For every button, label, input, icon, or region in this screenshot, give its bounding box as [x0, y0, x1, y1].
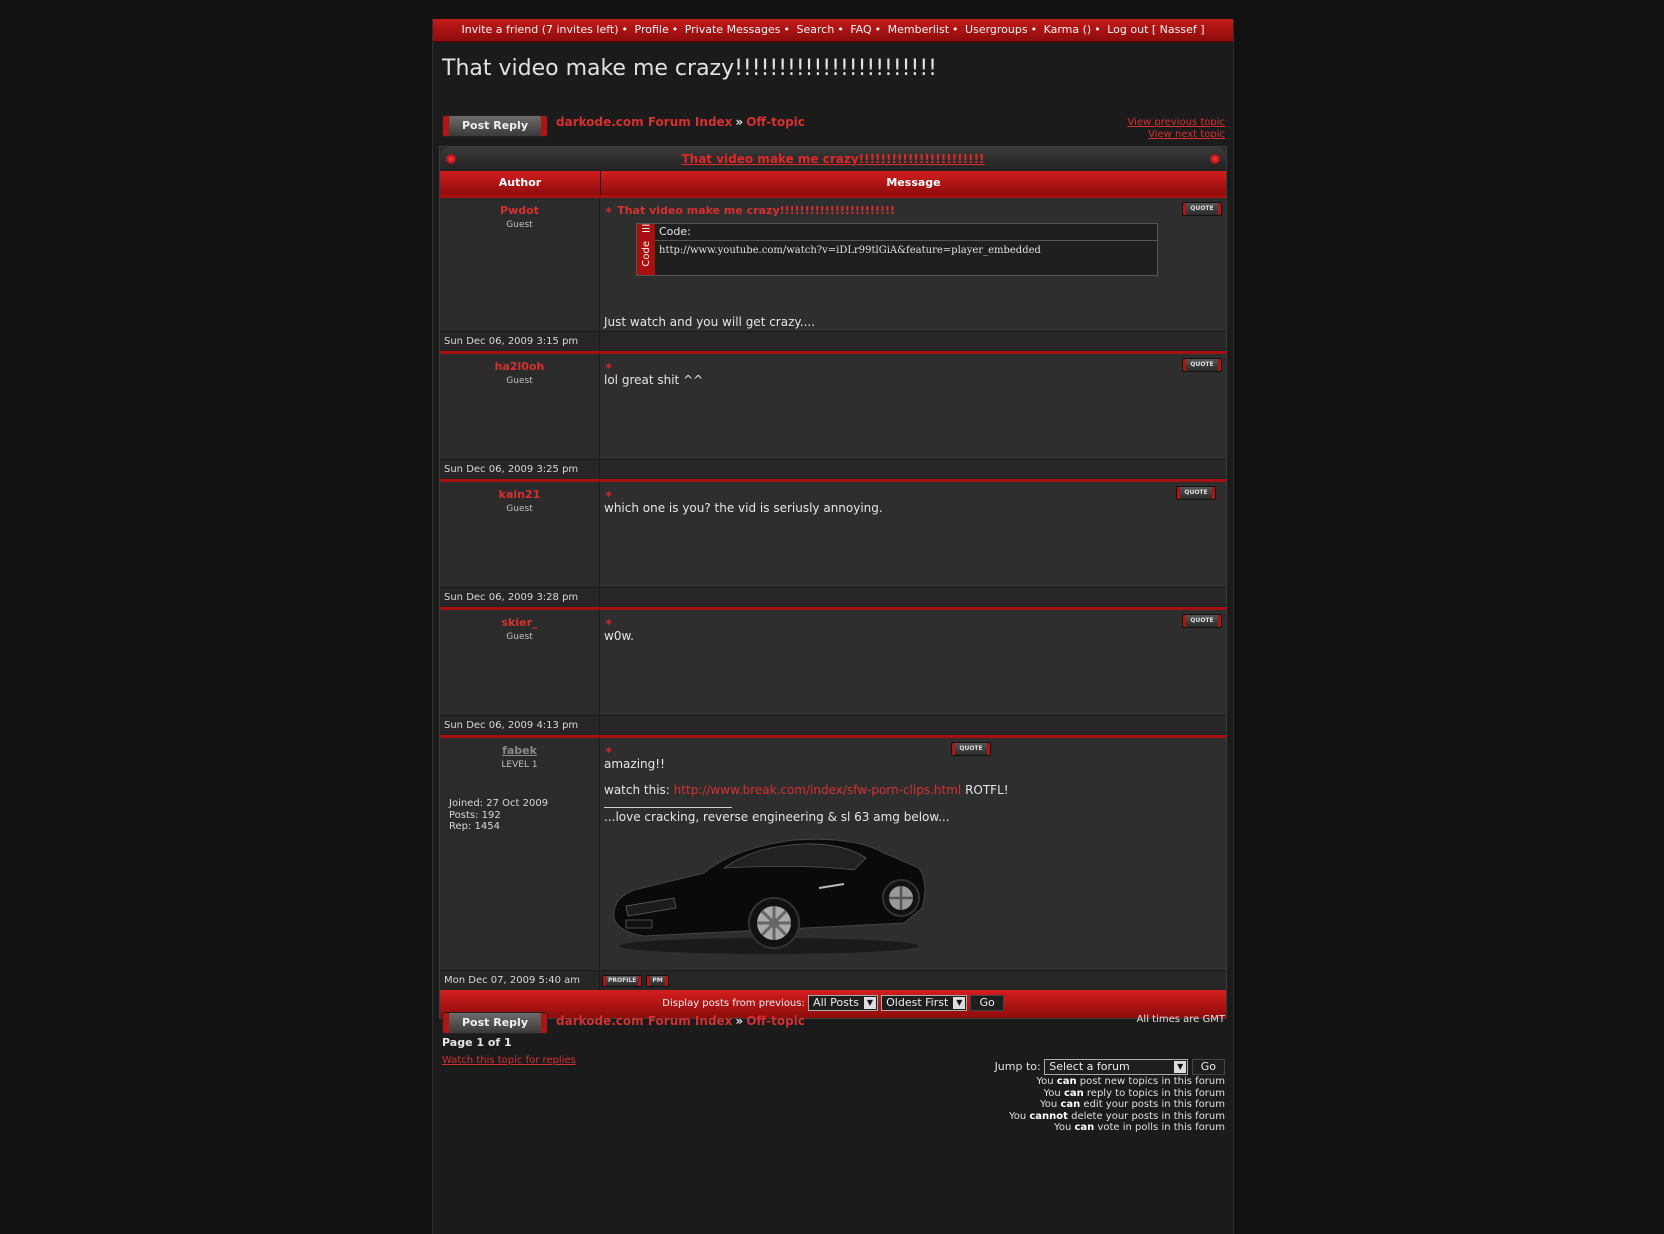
author-column-header: Author: [440, 171, 601, 195]
post-row: [440, 195, 1226, 351]
post-icon: ✶: [604, 360, 614, 373]
post-text: amazing!!: [604, 757, 665, 771]
jump-forum-select[interactable]: [1044, 1059, 1188, 1075]
author-name[interactable]: fabek: [502, 744, 537, 757]
author-name[interactable]: Pwdot: [500, 204, 539, 217]
breadcrumb-index-link[interactable]: darkode.com Forum Index: [556, 115, 733, 129]
car-image: [604, 828, 1220, 961]
table-title-bar: [440, 147, 1226, 171]
message-column-header: Message: [886, 176, 941, 189]
break-video-link[interactable]: http://www.break.com/index/sfw-porn-clips.html: [673, 783, 962, 797]
breadcrumb-bottom: [556, 1014, 805, 1028]
next-topic-link[interactable]: View next topic: [1148, 129, 1225, 140]
list-icon: ☰: [641, 224, 651, 235]
post-subject: [604, 616, 1220, 629]
quote-button[interactable]: QUOTE: [951, 742, 991, 756]
posts-period-value: All Posts: [813, 996, 859, 1009]
post-text: Just watch and you will get crazy....: [604, 315, 816, 329]
author-posts: Posts: 192: [449, 809, 501, 821]
permission-line: You cannot delete your posts in this forum: [1008, 1110, 1225, 1122]
post-author-cell: [440, 738, 600, 970]
page-title: That video make me crazy!!!!!!!!!!!!!!!!!!!!!!!: [442, 56, 937, 81]
chevron-down-icon: ▼: [864, 997, 876, 1009]
profile-button[interactable]: PROFILE: [602, 975, 642, 987]
post-icon: ✶: [604, 204, 614, 217]
jump-to: [995, 1059, 1225, 1075]
chevron-down-icon: ▼: [953, 997, 965, 1009]
quote-button[interactable]: QUOTE: [1182, 202, 1222, 216]
permission-line: You can vote in polls in this forum: [1054, 1122, 1225, 1133]
nav-profile-link[interactable]: Profile: [634, 23, 669, 36]
permission-line: You can reply to topics in this forum: [1043, 1087, 1225, 1099]
topic-navigation: [1127, 117, 1225, 141]
post-text: lol great shit ^^: [604, 373, 704, 387]
post-author-cell: [440, 610, 600, 715]
post-message-cell: [600, 738, 1226, 970]
watch-prefix: watch this:: [604, 783, 670, 797]
breadcrumb-top: [556, 115, 805, 129]
author-name[interactable]: kain21: [498, 488, 541, 501]
forum-page: [432, 19, 1234, 1234]
code-label: Code:: [655, 224, 1157, 241]
display-go-button[interactable]: Go: [970, 995, 1003, 1011]
post-subject: [604, 204, 1220, 217]
post-subject: [604, 744, 1220, 757]
author-rank: Guest: [506, 504, 533, 514]
chevron-down-icon: ▼: [1174, 1061, 1186, 1073]
post-date: Mon Dec 07, 2009 5:40 am: [440, 971, 600, 990]
post-row: [440, 735, 1226, 990]
nav-faq-link[interactable]: FAQ: [850, 23, 872, 36]
watch-suffix: ROTFL!: [965, 783, 1009, 797]
code-block: [636, 223, 1158, 276]
pm-button[interactable]: PM: [646, 975, 668, 987]
author-rank: Guest: [506, 220, 533, 230]
jump-label: Jump to:: [994, 1060, 1041, 1073]
post-subject-text: That video make me crazy!!!!!!!!!!!!!!!!!!!!!!!: [617, 204, 895, 217]
nav-private-messages-link[interactable]: Private Messages: [684, 23, 781, 36]
signature-divider: [604, 807, 732, 808]
author-rank: Guest: [506, 376, 533, 386]
post-row: [440, 351, 1226, 479]
left-dot-icon: [446, 154, 456, 164]
post-date: Sun Dec 06, 2009 3:15 pm: [440, 332, 600, 351]
permission-line: You can post new topics in this forum: [1036, 1076, 1225, 1087]
quote-button[interactable]: QUOTE: [1182, 614, 1222, 628]
previous-topic-link[interactable]: View previous topic: [1127, 117, 1225, 128]
nav-karma-link[interactable]: Karma (): [1043, 23, 1092, 36]
breadcrumb-separator: »: [735, 115, 744, 129]
post-table: [439, 146, 1227, 1019]
breadcrumb-separator: »: [735, 1014, 744, 1028]
post-date: Sun Dec 06, 2009 4:13 pm: [440, 716, 600, 735]
author-rep: Rep: 1454: [449, 821, 500, 832]
post-reply-button-bottom[interactable]: Post Reply: [442, 1012, 548, 1034]
post-text-watch: [604, 783, 1220, 797]
nav-invite-link[interactable]: Invite a friend (7 invites left): [461, 23, 619, 36]
author-name[interactable]: ha2l0oh: [494, 360, 545, 373]
right-dot-icon: [1210, 154, 1220, 164]
display-label: Display posts from previous:: [662, 998, 805, 1009]
nav-search-link[interactable]: Search: [796, 23, 835, 36]
post-icon: ✶: [604, 744, 614, 757]
code-sidebar: [637, 224, 655, 275]
post-date: Sun Dec 06, 2009 3:25 pm: [440, 460, 600, 479]
post-subject: [604, 488, 1220, 501]
breadcrumb-forum-link[interactable]: Off-topic: [746, 115, 805, 129]
post-message-cell: [600, 482, 1226, 587]
author-rank: LEVEL 1: [501, 760, 538, 770]
jump-select-value: Select a forum: [1049, 1060, 1130, 1073]
post-message-cell: [600, 354, 1226, 459]
jump-go-button[interactable]: Go: [1192, 1059, 1225, 1075]
code-side-label: Code: [640, 241, 652, 267]
post-subject: [604, 360, 1220, 373]
permission-line: You can edit your posts in this forum: [1040, 1099, 1225, 1110]
posts-period-select[interactable]: [808, 995, 878, 1011]
post-message-cell: [600, 198, 1226, 331]
column-headers: [440, 171, 1226, 195]
top-navbar: Invite a friend (7 invites left) • Profile • Private Messages • Search • FAQ • Memberlist • Usergroups • Karma () • Log out [ Nassef ]: [433, 19, 1233, 42]
post-row: [440, 607, 1226, 735]
nav-logout-link[interactable]: Log out [ Nassef ]: [1107, 23, 1205, 36]
post-text: w0w.: [604, 629, 634, 643]
nav-memberlist-link[interactable]: Memberlist: [887, 23, 950, 36]
table-title-link[interactable]: That video make me crazy!!!!!!!!!!!!!!!!!!!!!!!: [681, 152, 985, 166]
author-name[interactable]: skier_: [501, 616, 538, 629]
post-date: Sun Dec 06, 2009 3:28 pm: [440, 588, 600, 607]
page-number: Page 1 of 1: [442, 1036, 512, 1049]
author-joined: Joined: 27 Oct 2009: [449, 798, 549, 809]
breadcrumb-forum-link[interactable]: Off-topic: [746, 1014, 805, 1028]
post-author-cell: [440, 354, 600, 459]
post-message-cell: [600, 610, 1226, 715]
post-reply-button-top[interactable]: Post Reply: [442, 115, 548, 137]
sort-order-select[interactable]: [881, 995, 967, 1011]
post-icon: ✶: [604, 488, 614, 501]
forum-permissions: [1009, 1076, 1225, 1134]
post-text: which one is you? the vid is seriusly annoying.: [604, 501, 883, 515]
signature-text: ...love cracking, reverse engineering & sl 63 amg below...: [604, 810, 950, 824]
post-author-cell: [440, 482, 600, 587]
author-rank: Guest: [506, 632, 533, 642]
timezone-note: All times are GMT: [1136, 1014, 1225, 1025]
breadcrumb-index-link[interactable]: darkode.com Forum Index: [556, 1014, 733, 1028]
code-content: http://www.youtube.com/watch?v=iDLr99tlGiA&feature=player_embedded: [659, 245, 1041, 256]
post-row: [440, 479, 1226, 607]
post-author-cell: [440, 198, 600, 331]
post-icon: ✶: [604, 616, 614, 629]
quote-button[interactable]: QUOTE: [1176, 486, 1216, 500]
author-stats: [440, 798, 599, 833]
sort-order-value: Oldest First: [886, 996, 949, 1009]
quote-button[interactable]: QUOTE: [1182, 358, 1222, 372]
nav-usergroups-link[interactable]: Usergroups: [965, 23, 1028, 36]
watch-topic-link[interactable]: Watch this topic for replies: [442, 1055, 576, 1066]
